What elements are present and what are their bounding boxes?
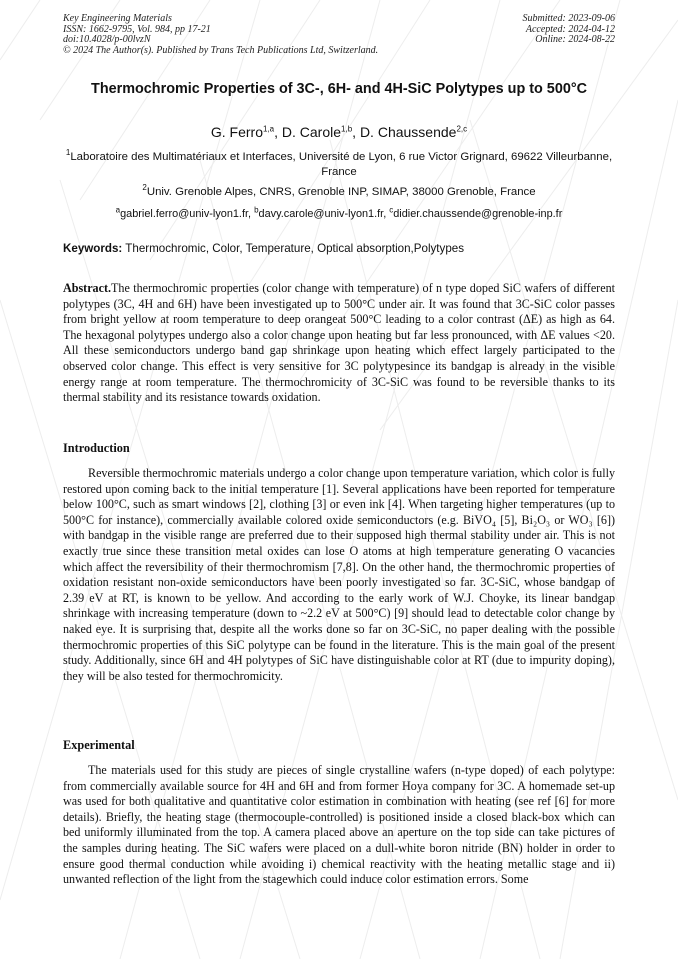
online-date: Online: 2024-08-22: [535, 34, 615, 46]
affiliation-text: Laboratoire des Multimatériaux et Interfaces, Université de Lyon, 6 rue Victor Grignard, 69622 Villeurbanne, France: [70, 151, 613, 179]
experimental-paragraph: The materials used for this study are pieces of single crystalline wafers (n-type doped) of each polytype: from commercially available source for 4H and 6H and from former Hoya company for 3C. A homemade set-up was used for both qualitative and quantitative color estimation in combination with heating (see ref [6] for more details). Briefly, the heating stage (thermocouple-controlled) is positioned inside a closed black-box which can bed uniformly illuminated from the top. A camera placed above an aperture on the top side can take pictures of the samples during heating. The SiC wafers were placed on a dull-white boron nitride (BN) holder in order to ensure good thermal conduction while avoiding i) chemical reactivity with the heating metallic stage and ii) unwanted reflection of the light from the stagewhich could induce color estimation errors. Some: [63, 763, 615, 887]
author-name: D. Carole: [281, 124, 342, 140]
journal-issn: ISSN: 1662-9795, Vol. 984, pp 17-21: [63, 23, 211, 35]
author-separator: ,: [352, 124, 360, 140]
introduction-heading: Introduction: [63, 441, 130, 455]
experimental-heading: Experimental: [63, 738, 135, 752]
affiliation-1: [63, 150, 615, 180]
affiliation-marker: 2: [142, 183, 147, 193]
author-emails: [63, 205, 615, 220]
email-link[interactable]: davy.carole@univ-lyon1.fr: [258, 208, 384, 220]
journal-name: Key Engineering Materials: [63, 13, 172, 24]
email-link[interactable]: gabriel.ferro@univ-lyon1.fr: [120, 208, 249, 220]
author-list: [63, 124, 615, 140]
email-separator: ,: [248, 208, 255, 220]
introduction-paragraph: Reversible thermochromic materials undergo a color change upon temperature variation, which color is fully restored upon coming back to the initial temperature [1]. Several applications have been reported for temperature below 100°C, such as smart windows [2], clothing [3] or even ink [4]. When targeting higher temperatures (up to 500°C for instance), commercially available colored oxide semiconductors (e.g. BiVO₄ [5], Bi₂O₃ or WO₃ [6]) with bandgap in the visible range are preferred due to their supposed high thermal stability under air. This is not exactly true since these transition metal oxides can lose O atoms at high temperature generating O vacancies which affect the reversibility of their thermochromism [7,8]. On the other hand, the thermochromic properties of oxidation resistant non-oxide semiconductors have been poorly investigated so far. 3C-SiC, whose bandgap of 2.39 eV at RT, is known to be yellow. And according to the early work of W.J. Choyke, its linear bandgap shrinkage with increasing temperature (down to ~2.2 eV at 500°C) [9] should lead to detectable color change by naked eye. It is surprising that, despite all the works done so far on 3C-SiC, no paper dealing with the possible thermochromic properties of this SiC polytype can be found in the literature. This is the main goal of the present study. Additionally, since 6H and 4H polytypes of SiC have distinguishable color at RT (due to impurity doping), they will be also tested for thermochromicity.: [63, 466, 615, 683]
journal-doi[interactable]: doi:10.4028/p-00lvzN: [63, 34, 151, 46]
journal-header-right: [523, 14, 616, 46]
affiliation-marker: 1: [65, 148, 71, 158]
email-link[interactable]: didier.chaussende@grenoble-inp.fr: [393, 208, 563, 220]
affiliation-text: Univ. Grenoble Alpes, CNRS, Grenoble INP, SIMAP, 38000 Grenoble, France: [146, 186, 536, 198]
keywords-text: Thermochromic, Color, Temperature, Optical absorption,Polytypes: [125, 242, 465, 255]
author-affiliation-marker: 2,c: [456, 124, 468, 134]
affiliation-2: [63, 185, 615, 200]
abstract: [63, 281, 615, 406]
keywords: [63, 242, 615, 255]
abstract-label: Abstract.: [63, 281, 112, 295]
author-affiliation-marker: 1,a: [262, 124, 275, 134]
accepted-date: Accepted: 2024-04-12: [525, 23, 615, 35]
email-marker: a: [115, 205, 121, 215]
paper-title: Thermochromic Properties of 3C-, 6H- and 4H-SiC Polytypes up to 500°C: [91, 81, 587, 97]
keywords-label: Keywords:: [63, 242, 123, 255]
copyright-notice: © 2024 The Author(s). Published by Trans Tech Publications Ltd, Switzerland.: [63, 44, 379, 56]
author-name: D. Chaussende: [359, 124, 457, 140]
email-marker: c: [389, 205, 394, 215]
author-separator: ,: [274, 124, 282, 140]
abstract-text: The thermochromic properties (color change with temperature) of n type doped SiC wafers of different polytypes (3C, 4H and 6H) have been investigated up to 500°C under air. It was found that 3C-SiC color passes from bright yellow at room temperature to deep orangeat 500°C leading to a color contrast (ΔE) as high as 64. The hexagonal polytypes undergo also a color change upon heating but far less pronounced, with ΔE values <20. All these semiconductors undergo band gap shrinkage upon heating which effect largely participated to the observed color change. This effect is very sensitive for 3C polytypesince its bandgap is already in the visible energy range at room temperature. The thermochromicity of 3C-SiC was found to be reversible thanks to its thermal stability and its resistance towards oxidation.: [63, 281, 615, 405]
submitted-date: Submitted: 2023-09-06: [522, 13, 615, 24]
journal-header-left: [63, 14, 378, 56]
email-marker: b: [254, 205, 259, 215]
email-separator: ,: [383, 208, 390, 220]
author-name: G. Ferro: [210, 124, 263, 140]
author-affiliation-marker: 1,b: [341, 124, 353, 134]
